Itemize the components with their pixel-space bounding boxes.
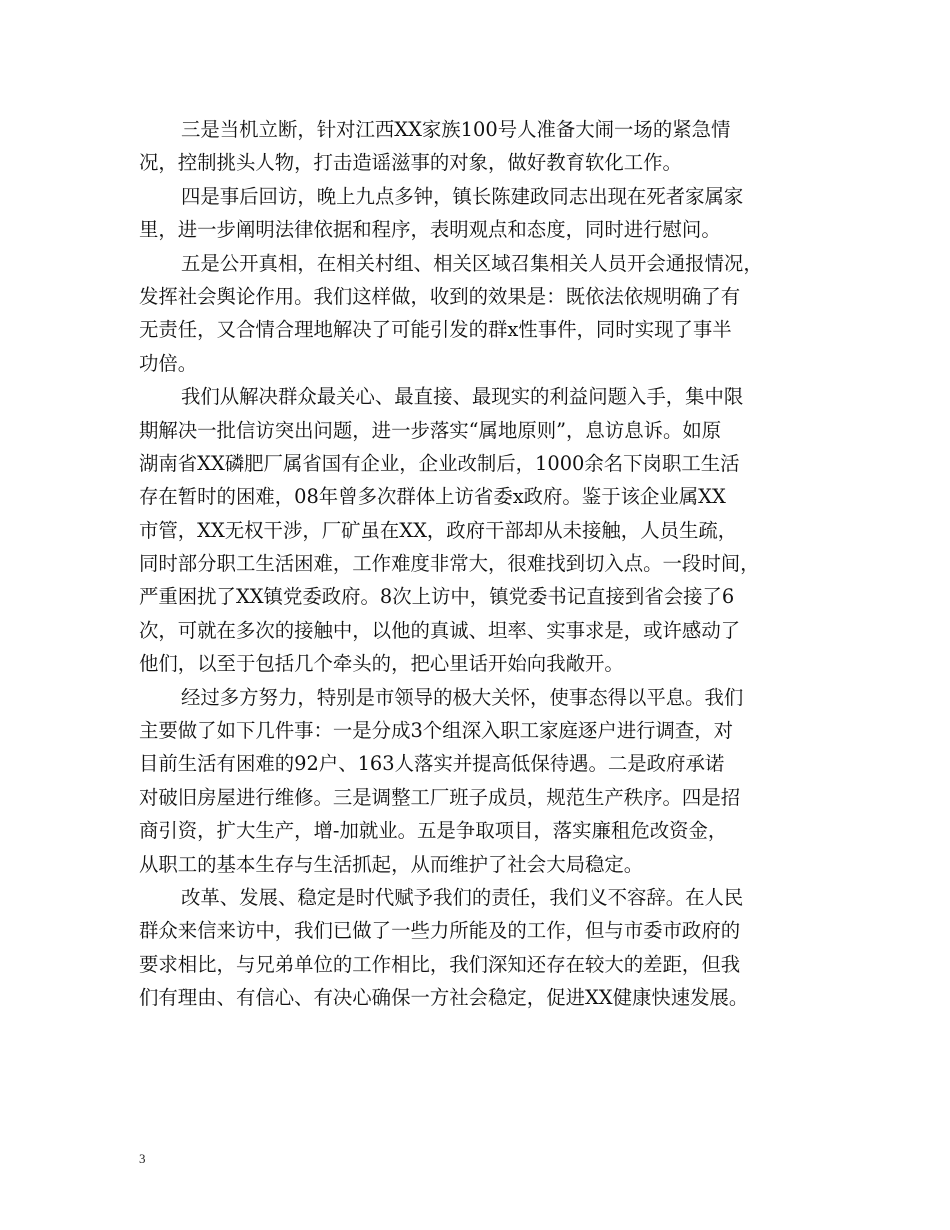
text-line: 经过多方努力，特别是市领导的极大关怀，使事态得以平息。我们 (181, 685, 744, 709)
text-line: 从职工的基本生存与生活抓起，从而维护了社会大局稳定。 (139, 852, 644, 876)
text-line: 五是公开真相，在相关村组、相关区域召集相关人员开会通报情况， (181, 251, 763, 275)
text-line: 市管，XX无权干涉，厂矿虽在XX，政府干部却从未接触，人员生疏， (139, 518, 738, 542)
text-line: 无责任，又合情合理地解决了可能引发的群x性事件，同时实现了事半 (139, 318, 732, 342)
text-line: 群众来信来访中，我们已做了一些力所能及的工作，但与市委市政府的 (139, 919, 741, 943)
text-line: 发挥社会舆论作用。我们这样做，收到的效果是：既依法依规明确了有 (139, 284, 741, 308)
text-line: 功倍。 (139, 351, 198, 375)
text-line: 次，可就在多次的接触中，以他的真诚、坦率、实事求是，或许感动了 (139, 618, 741, 642)
text-line: 同时部分职工生活困难，工作难度非常大，很难找到切入点。一段时间， (139, 552, 760, 576)
body-text (139, 113, 829, 1015)
text-line: 商引资，扩大生产，增-加就业。五是争取项目，落实廉租危改资金， (139, 819, 728, 843)
text-line: 期解决一批信访突出问题，进一步落实“属地原则”，息访息诉。如原 (139, 418, 722, 442)
text-line: 要求相比，与兄弟单位的工作相比，我们深知还存在较大的差距，但我 (139, 952, 741, 976)
text-line: 们有理由、有信心、有决心确保一方社会稳定，促进XX健康快速发展。 (139, 986, 749, 1010)
text-line: 改革、发展、稳定是时代赋予我们的责任，我们义不容辞。在人民 (181, 885, 744, 909)
text-line: 湖南省XX磷肥厂属省国有企业，企业改制后，1000余名下岗职工生活 (139, 451, 740, 475)
text-line: 目前生活有困难的92户、163人落实并提高低保待遇。二是政府承诺 (139, 752, 725, 776)
text-line: 三是当机立断，针对江西XX家族100号人准备大闹一场的紧急情 (181, 118, 731, 141)
text-line: 主要做了如下几件事：一是分成3个组深入职工家庭逐户进行调查，对 (139, 719, 734, 743)
text-line: 况，控制挑头人物，打击造谣滋事的对象，做好教育软化工作。 (139, 151, 682, 175)
text-line: 四是事后回访，晚上九点多钟，镇长陈建政同志出现在死者家属家 (181, 184, 744, 208)
text-line: 我们从解决群众最关心、最直接、最现实的利益问题入手，集中限 (181, 385, 744, 409)
text-line: 严重困扰了XX镇党委政府。8次上访中，镇党委书记直接到省会接了6 (139, 585, 735, 609)
text-line: 存在暂时的困难，08年曾多次群体上访省委x政府。鉴于该企业属XX (139, 485, 726, 509)
page-number: 3 (139, 1151, 146, 1166)
text-line: 对破旧房屋进行维修。三是调整工厂班子成员，规范生产秩序。四是招 (139, 785, 741, 809)
text-line: 他们，以至于包括几个牵头的，把心里话开始向我敞开。 (139, 652, 624, 676)
text-line: 里，进一步阐明法律依据和程序，表明观点和态度，同时进行慰问。 (139, 218, 721, 242)
